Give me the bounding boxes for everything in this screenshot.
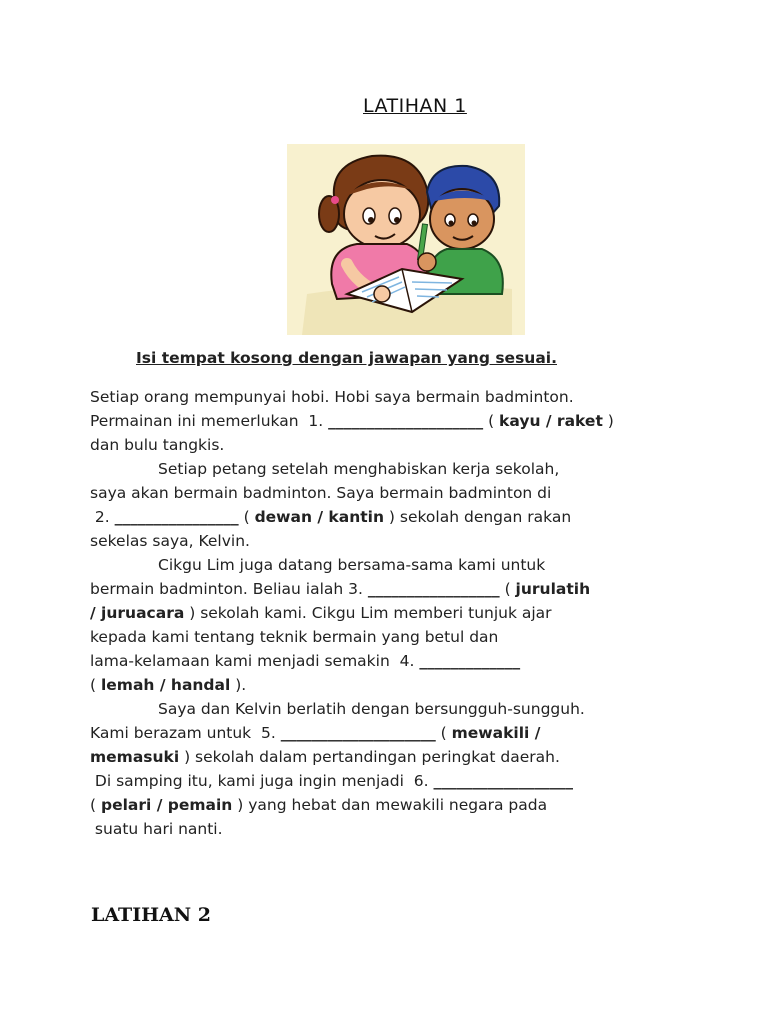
- passage-line: Setiap petang setelah menghabiskan kerja sekolah,: [158, 460, 560, 478]
- answer-options: jurulatih: [515, 580, 591, 598]
- answer-options: memasuki: [90, 748, 180, 766]
- answer-blank[interactable]: ________________: [114, 508, 239, 526]
- answer-options: pelari / pemain: [100, 796, 233, 814]
- instruction-text: Isi tempat kosong dengan jawapan yang sesuai.: [136, 349, 557, 367]
- answer-options: lemah / handal: [100, 676, 231, 694]
- children-reading-book-icon: [287, 144, 525, 335]
- passage-line: 2. ________________ ( dewan / kantin ) sekolah dengan rakan: [90, 508, 572, 526]
- answer-blank[interactable]: _____________: [419, 652, 521, 670]
- passage-line: Saya dan Kelvin berlatih dengan bersungguh-sungguh.: [158, 700, 585, 718]
- passage-line: Setiap orang mempunyai hobi. Hobi saya bermain badminton.: [90, 388, 574, 406]
- passage-line: Kami berazam untuk 5. ____________________ ( mewakili /: [90, 724, 541, 742]
- answer-options: dewan / kantin: [254, 508, 384, 526]
- passage-line: ( pelari / pemain ) yang hebat dan mewakili negara pada: [90, 796, 548, 814]
- answer-blank[interactable]: _________________: [367, 580, 500, 598]
- passage-line: dan bulu tangkis.: [90, 436, 225, 454]
- answer-options: mewakili /: [451, 724, 541, 742]
- passage-line: sekelas saya, Kelvin.: [90, 532, 250, 550]
- page-title: LATIHAN 1: [363, 95, 467, 117]
- passage-line: suatu hari nanti.: [90, 820, 223, 838]
- passage-line: Permainan ini memerlukan 1. ____________________ ( kayu / raket ): [90, 412, 614, 430]
- answer-blank[interactable]: ____________________: [280, 724, 436, 742]
- answer-blank[interactable]: __________________: [433, 772, 573, 790]
- passage-line: bermain badminton. Beliau ialah 3. _________________ ( jurulatih: [90, 580, 591, 598]
- passage-line: lama-kelamaan kami menjadi semakin 4. _____________: [90, 652, 521, 670]
- passage-line: ( lemah / handal ).: [90, 676, 247, 694]
- answer-options: / juruacara: [90, 604, 185, 622]
- passage-line: Cikgu Lim juga datang bersama-sama kami untuk: [158, 556, 546, 574]
- passage-line: Di samping itu, kami juga ingin menjadi 6. __________________: [90, 772, 573, 790]
- passage-line: kepada kami tentang teknik bermain yang betul dan: [90, 628, 499, 646]
- passage-line: memasuki ) sekolah dalam pertandingan peringkat daerah.: [90, 748, 560, 766]
- answer-options: kayu / raket: [499, 412, 603, 430]
- answer-blank[interactable]: ____________________: [328, 412, 484, 430]
- passage-line: / juruacara ) sekolah kami. Cikgu Lim memberi tunjuk ajar: [90, 604, 552, 622]
- passage-line: saya akan bermain badminton. Saya bermain badminton di: [90, 484, 552, 502]
- section-title: LATIHAN 2: [91, 904, 211, 926]
